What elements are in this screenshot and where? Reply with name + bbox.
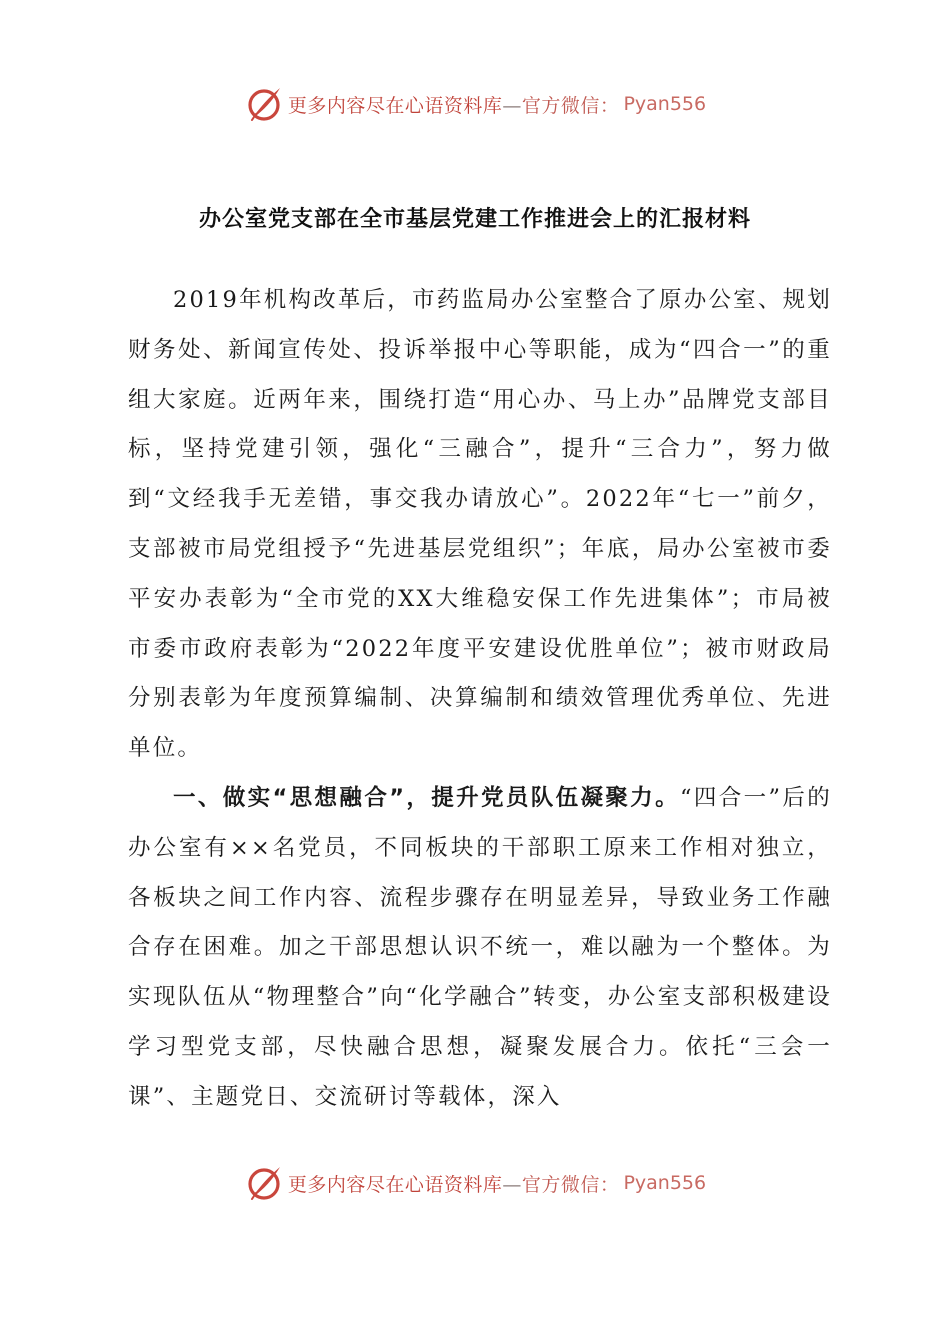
footer-watermark-banner [0, 1161, 950, 1205]
quill-pen-circle-icon [244, 1163, 284, 1203]
paragraph-intro: 2019年机构改革后，市药监局办公室整合了原办公室、规划财务处、新闻宣传处、投诉举报中心等职能，成为“四合一”的重组大家庭。近两年来，围绕打造“用心办、马上办”品牌党支部目标，坚持党建引领，强化“三融合”，提升“三合力”，努力做到“文经我手无差错，事交我办请放心”。2022年“七一”前夕，支部被市局党组授予“先进基层党组织”；年底，局办公室被市委平安办表彰为“全市党的XX大维稳安保工作先进集体”；市局被市委市政府表彰为“2022年度平安建设优胜单位”；被市财政局分别表彰为年度预算编制、决算编制和绩效管理优秀单位、先进单位。 [128, 287, 832, 762]
banner-dash: — [502, 1173, 522, 1196]
banner-wechat-id: Pyan556 [623, 1172, 707, 1194]
section-heading-1: 一、做实“思想融合”，提升党员队伍凝聚力。 [173, 784, 681, 811]
document-body [128, 276, 832, 1123]
banner-slogan: 更多内容尽在心语资料库 [287, 94, 503, 117]
banner-slogan: 更多内容尽在心语资料库 [287, 1173, 503, 1196]
header-watermark-banner [0, 82, 950, 126]
banner-text [288, 91, 620, 118]
banner-dash: — [502, 94, 522, 117]
document-title: 办公室党支部在全市基层党建工作推进会上的汇报材料 [198, 207, 751, 232]
banner-text [288, 1170, 620, 1197]
quill-pen-circle-icon [244, 84, 284, 124]
banner-wechat-id: Pyan556 [623, 93, 707, 115]
banner-wechat-label: 官方微信： [521, 1173, 620, 1196]
section-1-text: “四合一”后的办公室有××名党员，不同板块的干部职工原来工作相对独立，各板块之间工作内容、流程步骤存在明显差异，导致业务工作融合存在困难。加之干部思想认识不统一，难以融为一个整体。为实现队伍从“物理整合”向“化学融合”转变，办公室支部积极建设学习型党支部，尽快融合思想，凝聚发展合力。依托“三会一课”、主题党日、交流研讨等载体，深入 [128, 784, 833, 1110]
banner-wechat-label: 官方微信： [521, 94, 620, 117]
paragraph-section-1 [128, 774, 832, 1123]
